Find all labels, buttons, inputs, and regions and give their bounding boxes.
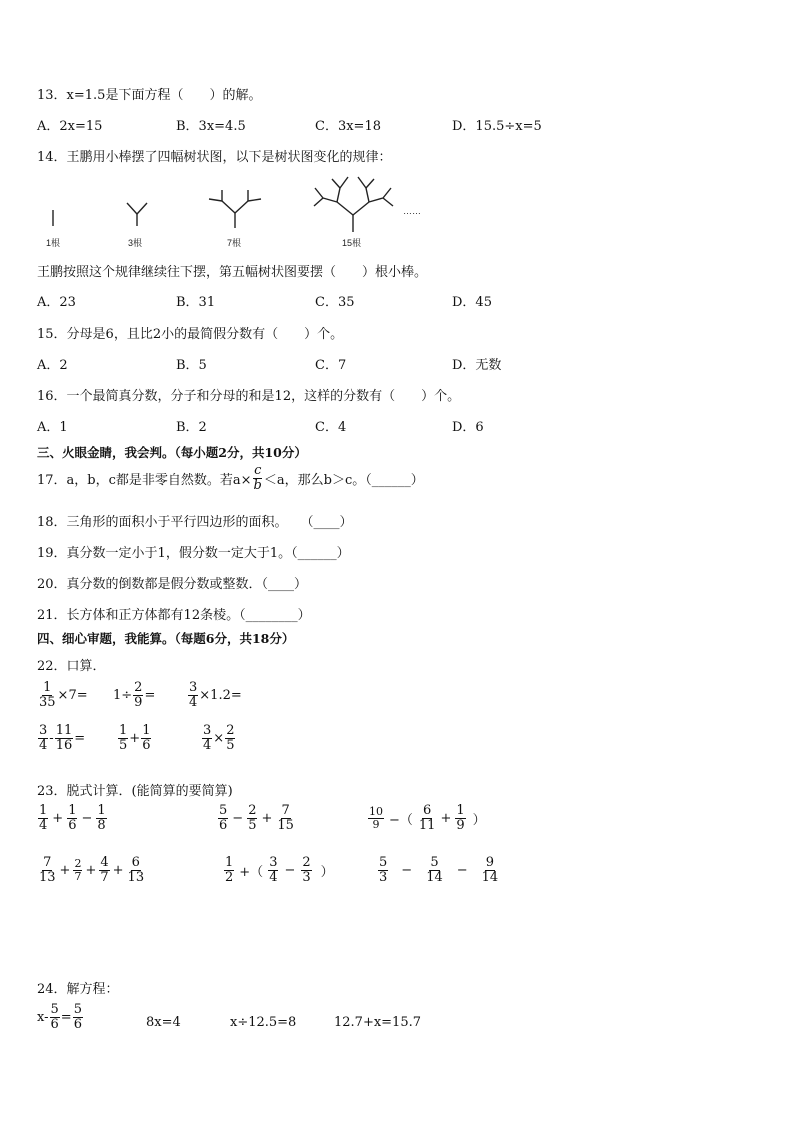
tree-ellipsis: …… [403, 206, 421, 216]
q17-fraction: $\frac{c}{b}$ [253, 463, 262, 493]
q13-option-c: C．3x=18 [315, 119, 381, 134]
q14-option-b: B．31 [176, 295, 216, 310]
section-3-heading: 三、火眼金睛，我会判。（每小题2分，共10分） [37, 445, 307, 460]
q14-option-c: C．35 [315, 295, 355, 310]
q13-option-a: A．2x=15 [37, 119, 103, 134]
tree-label-15: 15根 [342, 238, 362, 248]
q20: 20．真分数的倒数都是假分数或整数．（____） [37, 577, 308, 592]
q22-title: 22．口算． [37, 659, 106, 674]
q14-stem: 14．王鹏用小棒摆了四幅树状图，以下是树状图变化的规律： [37, 150, 392, 165]
q14-option-d: D．45 [452, 295, 492, 310]
q24-expr-1: x- $\frac{5}{6}$ = $\frac{5}{6}$ [37, 1002, 82, 1032]
q15-option-d: D．无数 [452, 358, 502, 373]
q19: 19．真分数一定小于1，假分数一定大于1。（______） [37, 546, 350, 561]
q17-pre: 17．a，b，c都是非零自然数。若a× [37, 472, 252, 488]
q16-option-a: A．1 [37, 420, 68, 435]
q22-expr-1: $\frac{1}{35}$ ×7= [39, 680, 88, 710]
q23-expr-3: $\frac{10}{9}$ −（ $\frac{6}{11}$ + $\frac{1}{9}$ ） [369, 803, 486, 833]
q13-stem: 13．x=1.5是下面方程（ ）的解。 [37, 88, 262, 103]
q23-expr-5: $\frac{1}{2}$ +（ $\frac{3}{4}$ − $\frac{2}{3}$ ） [225, 855, 334, 885]
q22-expr-5: $\frac{1}{5}$ + $\frac{1}{6}$ [119, 723, 151, 753]
q24-expr-4: 12.7+x=15.7 [334, 1015, 422, 1030]
q15-option-b: B．5 [176, 358, 207, 373]
q15-stem: 15．分母是6，且比2小的最简假分数有（ ）个。 [37, 327, 344, 342]
q23-expr-2: $\frac{5}{6}$ − $\frac{2}{5}$ + $\frac{7}{15}$ [219, 803, 294, 833]
q22-expr-2: 1÷ $\frac{2}{9}$ = [113, 680, 156, 710]
q23-expr-4: $\frac{7}{13}$ + $\frac{2}{7}$ + $\frac{4}{7}$ + $\frac{6}{13}$ [39, 855, 145, 885]
q17-post: ＜a，那么b＞c。（______） [263, 472, 424, 488]
q23-title: 23．脱式计算．(能简算的要简算) [37, 784, 233, 799]
section-4-heading: 四、细心审题，我能算。（每题6分，共18分） [37, 631, 295, 646]
q22-expr-6: $\frac{3}{4}$ × $\frac{2}{5}$ [203, 723, 235, 753]
q24-expr-3: x÷12.5=8 [230, 1015, 297, 1030]
tree-15 [314, 177, 393, 232]
q14-question: 王鹏按照这个规律继续往下摆，第五幅树状图要摆（ ）根小棒。 [37, 265, 428, 280]
tree-label-3: 3根 [128, 238, 143, 248]
q17 [37, 464, 424, 492]
tree-7 [209, 190, 261, 228]
tree-label-1: 1根 [46, 238, 61, 248]
q23-expr-1: $\frac{1}{4}$ + $\frac{1}{6}$ − $\frac{1}{8}$ [39, 803, 106, 833]
q22-expr-4: $\frac{3}{4}$ - $\frac{11}{16}$ = [39, 723, 86, 753]
q13-option-d: D．15.5÷x=5 [452, 119, 542, 134]
q24-title: 24．解方程： [37, 982, 119, 997]
q16-option-c: C．4 [315, 420, 347, 435]
q23-expr-6: $\frac{5}{3}$ − $\frac{5}{14}$ − $\frac{9}{14}$ [379, 855, 499, 885]
q16-stem: 16．一个最简真分数，分子和分母的和是12，这样的分数有（ ）个。 [37, 389, 461, 404]
q15-option-c: C．7 [315, 358, 347, 373]
q15-option-a: A．2 [37, 358, 68, 373]
q21: 21．长方体和正方体都有12条棱。（________） [37, 608, 311, 623]
q14-option-a: A．23 [37, 295, 76, 310]
q16-option-d: D．6 [452, 420, 484, 435]
q16-option-b: B．2 [176, 420, 207, 435]
q13-option-b: B．3x=4.5 [176, 119, 246, 134]
q18: 18．三角形的面积小于平行四边形的面积。 （____） [37, 515, 353, 530]
q22-expr-3: $\frac{3}{4}$ ×1.2= [189, 680, 242, 710]
q24-expr-2: 8x=4 [146, 1015, 181, 1030]
tree-label-7: 7根 [227, 238, 242, 248]
